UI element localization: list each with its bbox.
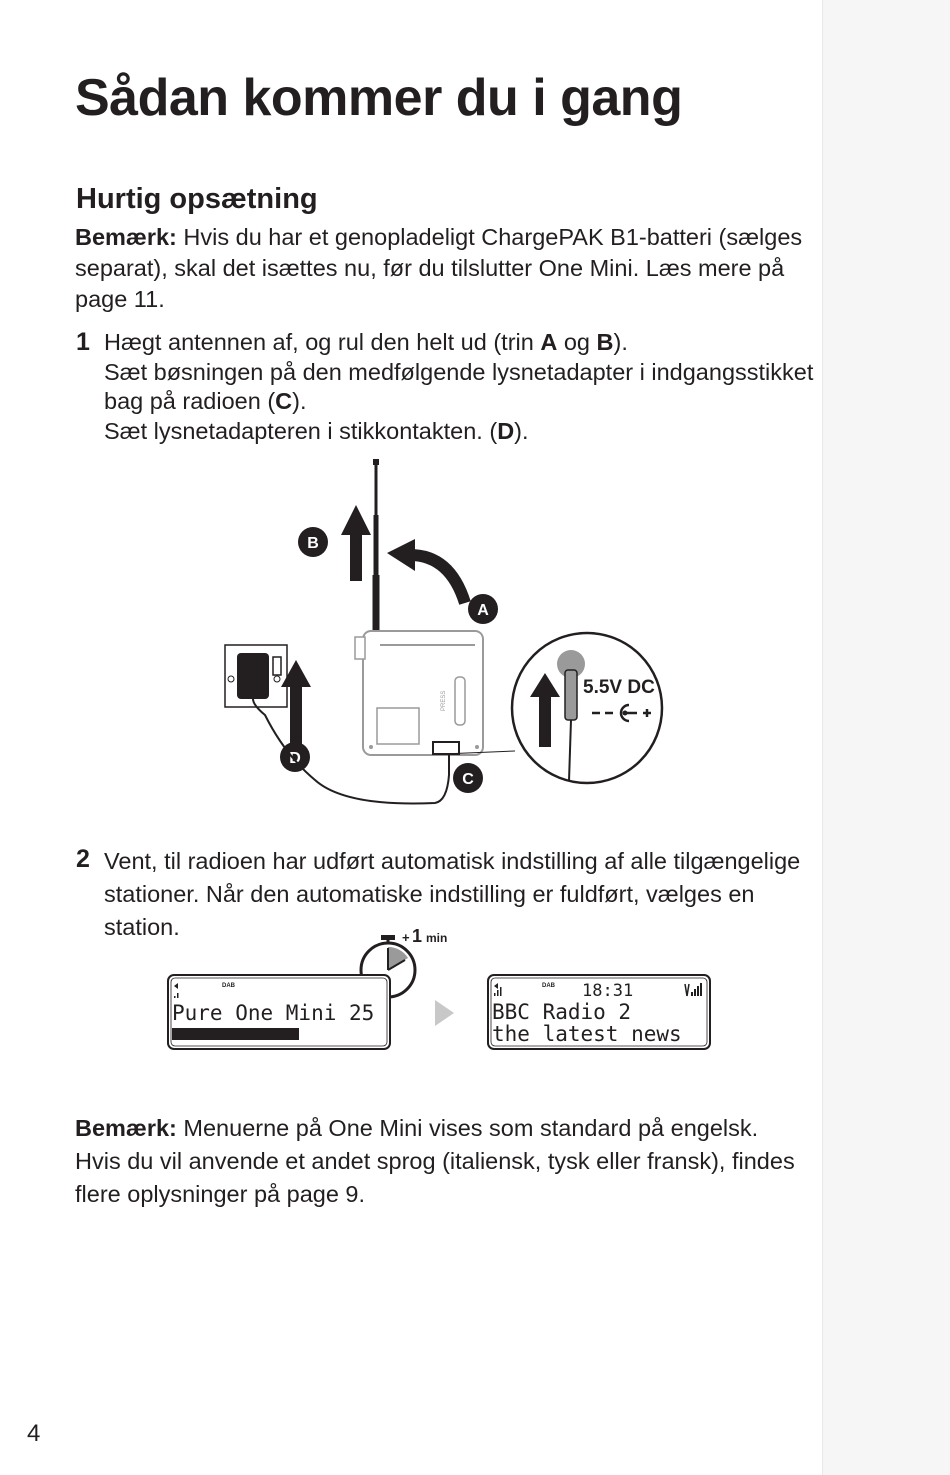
wall-socket [225,645,287,707]
step-text-part: Hægt antennen af, og rul den helt ud (trin [104,329,541,355]
step-number: 2 [76,845,90,873]
section-heading: Hurtig opsætning [76,183,318,215]
step-letter: B [596,329,614,355]
label-c: C [462,771,474,788]
step-text-line: station. [104,914,180,940]
radio-body [355,631,483,755]
step-letter: C [275,388,293,414]
lcd1-line1: Pure One Mini 25 [172,1001,375,1025]
timer-value: 1 [412,926,423,946]
page-title: Sådan kommer du i gang [75,69,683,127]
timer-unit: min [426,931,448,945]
lcd2-indicator: DAB [542,983,555,989]
dc-voltage-label: 5.5V DC [583,677,655,698]
step-text-part: ). [613,329,628,355]
lcd2-time: 18:31 [582,981,634,1001]
lcd-display-scanning [168,975,390,1049]
note-paragraph-2 [75,1112,815,1211]
lcd2-line1: BBC Radio 2 [492,1000,632,1024]
timer-plus: + [402,930,410,945]
step-text-line: Sæt bøsningen på den medfølgende lysnetadapter i indgangsstikket [104,358,814,385]
curved-arrow-icon [387,539,465,603]
step-letter: D [497,417,515,444]
setup-diagram [215,455,675,815]
lcd1-indicator: DAB [222,983,235,989]
step-text-part: ). [292,388,307,414]
lcd-display-station [488,975,710,1049]
label-d: D [289,750,301,767]
step-text-part: og [557,329,597,355]
lcd2-line2: the latest news [492,1022,682,1046]
page-number: 4 [27,1420,41,1447]
note-text-line: Hvis du har et genopladeligt ChargePAK B1-batteri (sælges [183,224,803,250]
step-text-part: Sæt lysnetadapteren i stikkontakten. ( [104,417,498,444]
right-margin-strip [822,0,950,1475]
note-label: Bemærk: [75,224,177,250]
step-text-part: ). [514,417,529,444]
dc-jack-zoom [512,633,662,783]
label-c-badge [453,763,483,793]
note-text-line: separat), skal det isættes nu, før du tilslutter One Mini. Læs mere på [75,255,785,281]
step-text-line: stationer. Når den automatiske indstilling er fuldført, vælges en [104,881,755,907]
step-text [104,328,824,446]
arrow-up-icon [341,505,371,581]
label-a-badge [468,594,498,624]
step-letter: A [540,329,558,355]
step-text-line: Vent, til radioen har udført automatisk indstilling af alle tilgængelige [104,848,801,874]
step-text-part: bag på radioen ( [104,388,276,414]
note-label: Bemærk: [75,1115,177,1141]
label-a: A [477,602,489,619]
scan-progress-bar [172,1028,299,1040]
note-text-line: page 11. [75,286,165,312]
note-text-line: Menuerne på One Mini vises som standard på engelsk. [183,1115,759,1141]
label-b-badge [298,527,328,557]
note-text-line: Hvis du vil anvende et andet sprog (italiensk, tysk eller fransk), findes [75,1148,795,1174]
radio-press-text: PRESS [441,690,447,711]
step-number: 1 [76,328,90,356]
display-diagram [160,920,720,1055]
note-text-line: flere oplysninger på page 9. [75,1181,366,1207]
antenna [373,459,379,650]
note-paragraph-1 [75,222,815,315]
next-arrow-icon [435,1000,454,1026]
label-b: B [307,535,319,552]
